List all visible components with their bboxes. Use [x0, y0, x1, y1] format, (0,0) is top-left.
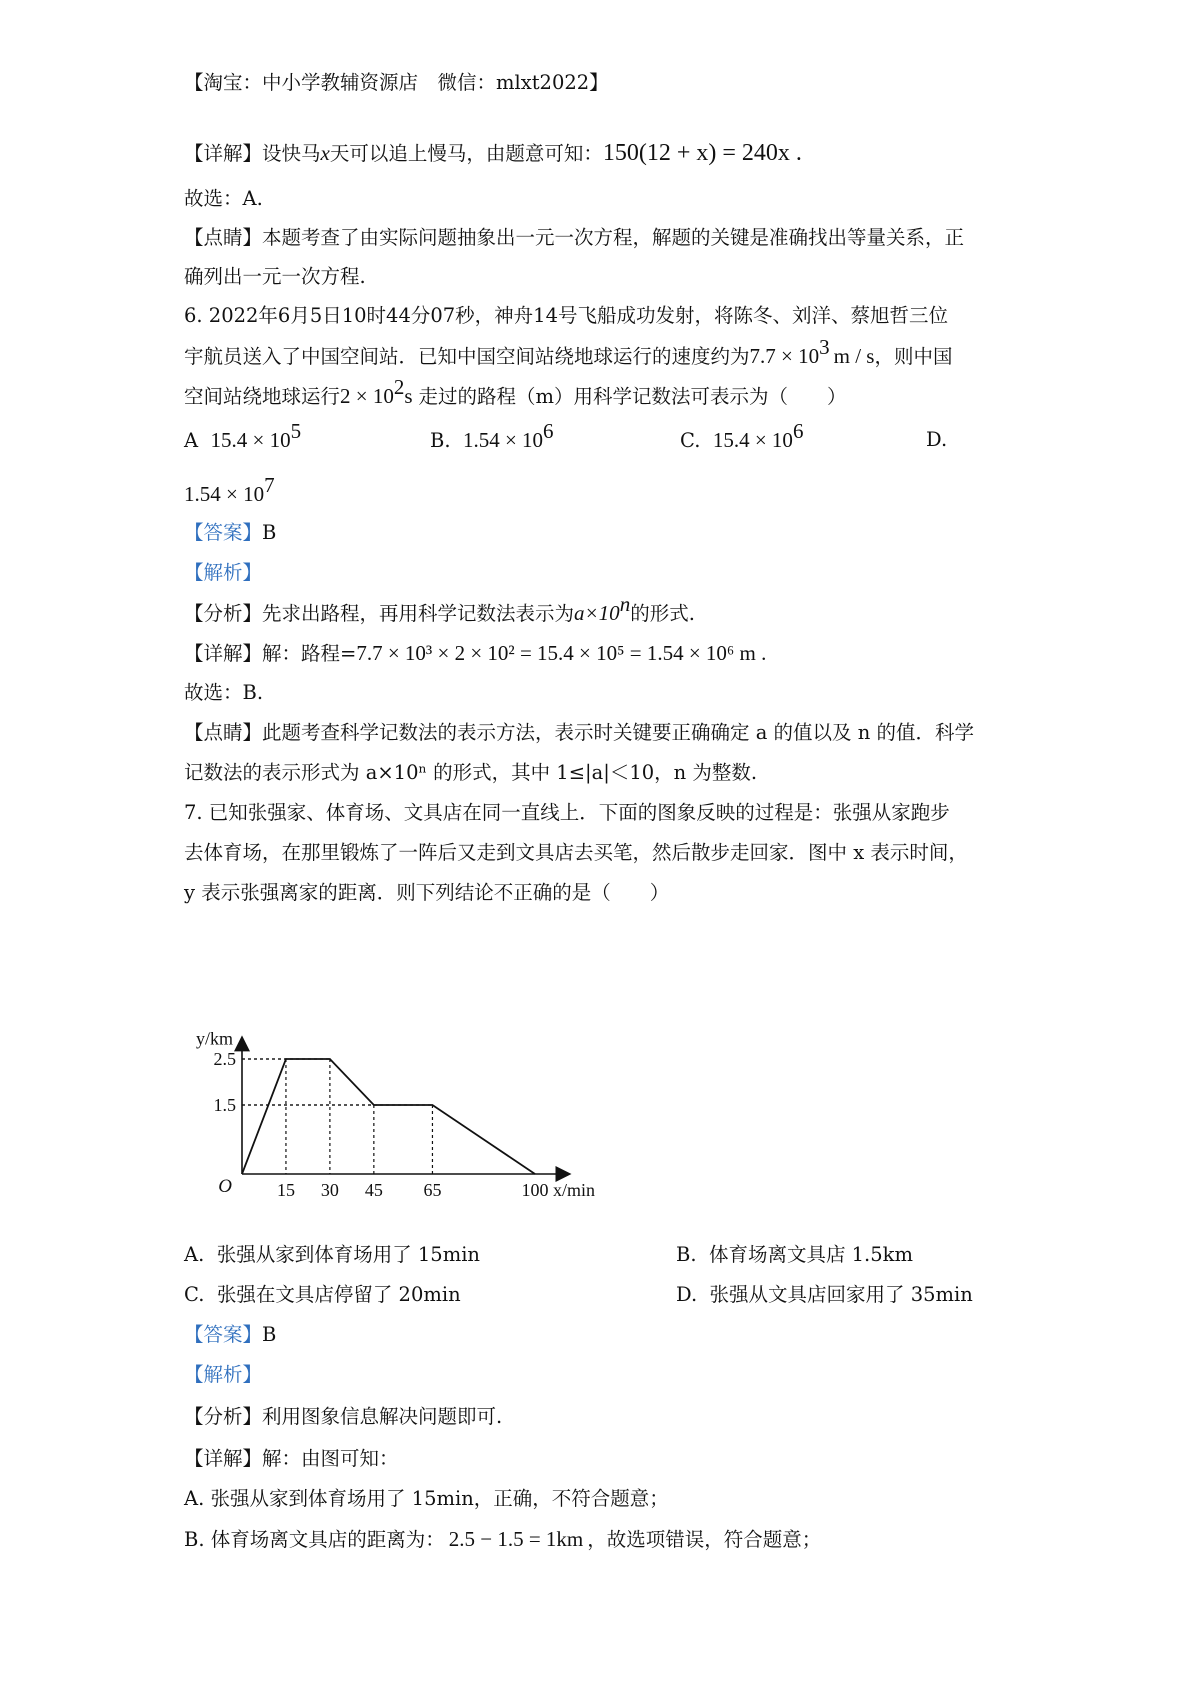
q7-detail-b-prefix: B. 体育场离文具店的距离为： — [184, 1528, 445, 1551]
q7-stem-line1: 7. 已知张强家、体育场、文具店在同一直线上．下面的图象反映的过程是：张强从家跑步 — [184, 801, 950, 824]
q6-stem-line1: 6. 2022年6月5日10时44分07秒，神舟14号飞船成功发射，将陈冬、刘洋、蔡旭哲三位 — [184, 304, 948, 327]
q7-option-d-letter: D. — [676, 1283, 698, 1306]
x-tick-label-45: 45 — [364, 1180, 383, 1200]
q6-option-b-base: 1.54 × 10 — [462, 428, 544, 452]
q5-equation: 150(12 + x) = 240x . — [602, 140, 802, 166]
y-tick-label-1.5: 1.5 — [213, 1095, 236, 1115]
q6-detail — [184, 640, 766, 667]
distance-time-graph — [190, 998, 596, 1200]
q6-stem-line3-text: 空间站绕地球运行 — [184, 385, 341, 408]
x-tick-label-100: 100 — [521, 1180, 549, 1200]
q7-option-a-letter: A. — [184, 1243, 205, 1266]
q6-option-d-exp: 7 — [264, 473, 275, 497]
q7-option-a — [184, 1242, 480, 1268]
q6-option-d-base: 1.54 × 10 — [184, 482, 265, 506]
q6-speed-base: 7.7 × 10 — [749, 344, 820, 368]
x-axis-label: x/min — [553, 1180, 596, 1200]
q5-detail-prefix: 【详解】设快马 — [184, 142, 321, 165]
q6-stem-line2-tail: ，则中国 — [874, 345, 953, 368]
q6-stem-line3-tail: 走过的路程（m）用科学记数法可表示为（ ） — [418, 385, 847, 408]
q6-fenxi-prefix: 【分析】先求出路程，再用科学记数法表示为 — [184, 602, 575, 625]
q6-comment-line1: 【点睛】此题考查科学记数法的表示方法，表示时关键要正确确定 a 的值以及 n 的值．科学 — [184, 721, 974, 744]
q5-comment-line2: 确列出一元一次方程. — [184, 265, 366, 288]
q6-answer — [184, 520, 276, 546]
q7-option-b-letter: B. — [676, 1243, 697, 1266]
q5-choice: 故选：A. — [184, 187, 263, 210]
origin-label: O — [218, 1176, 232, 1197]
x-tick-label-30: 30 — [320, 1180, 339, 1200]
q7-option-c-text: 张强在文具店停留了 20min — [216, 1283, 461, 1306]
q5-detail — [184, 140, 802, 167]
q6-option-d — [184, 473, 275, 508]
q7-fenxi: 【分析】利用图象信息解决问题即可. — [184, 1405, 503, 1428]
q7-answer-label: 【答案】 — [184, 1323, 263, 1346]
q6-answer-value: B — [262, 521, 277, 544]
page-header: 【淘宝：中小学教辅资源店 微信：mlxt2022】 — [184, 71, 609, 94]
q7-analysis-label: 【解析】 — [184, 1363, 263, 1386]
q7-option-b-text: 体育场离文具店 1.5km — [708, 1243, 913, 1266]
q6-analysis-label: 【解析】 — [184, 561, 263, 584]
q6-time-exp: 2 — [393, 375, 405, 399]
q6-option-c-letter: C. — [680, 429, 701, 452]
q6-option-a-base: 15.4 × 10 — [210, 428, 291, 452]
q6-option-c-base: 15.4 × 10 — [712, 428, 793, 452]
q6-fenxi — [184, 592, 695, 627]
q6-option-d-letter: D. — [926, 428, 948, 451]
q6-choice: 故选：B. — [184, 681, 264, 704]
q6-option-c — [680, 419, 804, 454]
q7-option-b — [676, 1242, 913, 1268]
q7-detail-b — [184, 1526, 821, 1553]
q7-option-d — [676, 1282, 973, 1308]
q7-option-d-text: 张强从文具店回家用了 35min — [709, 1283, 973, 1306]
q6-time-base: 2 × 10 — [340, 384, 394, 408]
q7-stem-line3: y 表示张强离家的距离．则下列结论不正确的是（ ） — [184, 881, 670, 904]
q6-stem-line3 — [184, 375, 847, 410]
q7-stem-line2: 去体育场，在那里锻炼了一阵后又走到文具店去买笔，然后散步走回家．图中 x 表示时间， — [184, 841, 968, 864]
q7-answer — [184, 1322, 276, 1348]
q7-option-a-text: 张强从家到体育场用了 15min — [216, 1243, 480, 1266]
q7-option-c-letter: C. — [184, 1283, 205, 1306]
x-tick-label-65: 65 — [423, 1180, 442, 1200]
q7-answer-value: B — [262, 1323, 277, 1346]
q5-detail-mid: 天可以追上慢马，由题意可知： — [329, 142, 603, 165]
q6-fenxi-form: a×10 — [574, 601, 620, 625]
q6-stem-line2-text: 宇航员送入了中国空间站．已知中国空间站绕地球运行的速度约为 — [184, 345, 750, 368]
q7-detail-b-expr: 2.5 − 1.5 = 1km — [448, 1527, 584, 1551]
q6-detail-expr: 7.7 × 10³ × 2 × 10² = 15.4 × 10⁵ = 1.54 × 10⁶ m . — [356, 641, 767, 665]
q7-detail-b-tail: ，故选项错误，符合题意； — [587, 1528, 822, 1551]
q6-option-a-exp: 5 — [290, 419, 302, 443]
q6-fenxi-tail: 的形式. — [630, 602, 695, 625]
q6-option-c-exp: 6 — [792, 419, 804, 443]
y-axis-label: y/km — [196, 1028, 234, 1049]
q5-comment-line1: 【点睛】本题考查了由实际问题抽象出一元一次方程，解题的关键是准确找出等量关系，正 — [184, 226, 965, 249]
q6-option-a-letter: A — [184, 429, 199, 452]
q6-answer-label: 【答案】 — [184, 521, 263, 544]
y-tick-label-2.5: 2.5 — [213, 1049, 236, 1069]
x-tick-label-15: 15 — [276, 1180, 295, 1200]
q6-fenxi-exp: n — [619, 592, 631, 616]
q6-option-a — [184, 419, 302, 454]
q7-option-c — [184, 1282, 461, 1308]
q7-detail-a: A. 张强从家到体育场用了 15min，正确，不符合题意； — [184, 1487, 669, 1510]
q6-option-b — [430, 419, 554, 454]
q6-time-unit: s — [404, 384, 413, 408]
q6-comment-line2: 记数法的表示形式为 a×10ⁿ 的形式，其中 1≤|a|＜10，n 为整数. — [184, 761, 758, 784]
q5-detail-var: x — [320, 141, 330, 165]
q6-option-b-letter: B. — [430, 429, 451, 452]
q6-speed-exp: 3 — [819, 335, 830, 359]
q7-detail: 【详解】解：由图可知： — [184, 1447, 399, 1470]
q6-speed-unit: m / s — [833, 344, 875, 368]
q6-option-b-exp: 6 — [543, 419, 554, 443]
q6-detail-prefix: 【详解】解：路程= — [184, 642, 357, 665]
q6-stem-line2 — [184, 335, 953, 370]
